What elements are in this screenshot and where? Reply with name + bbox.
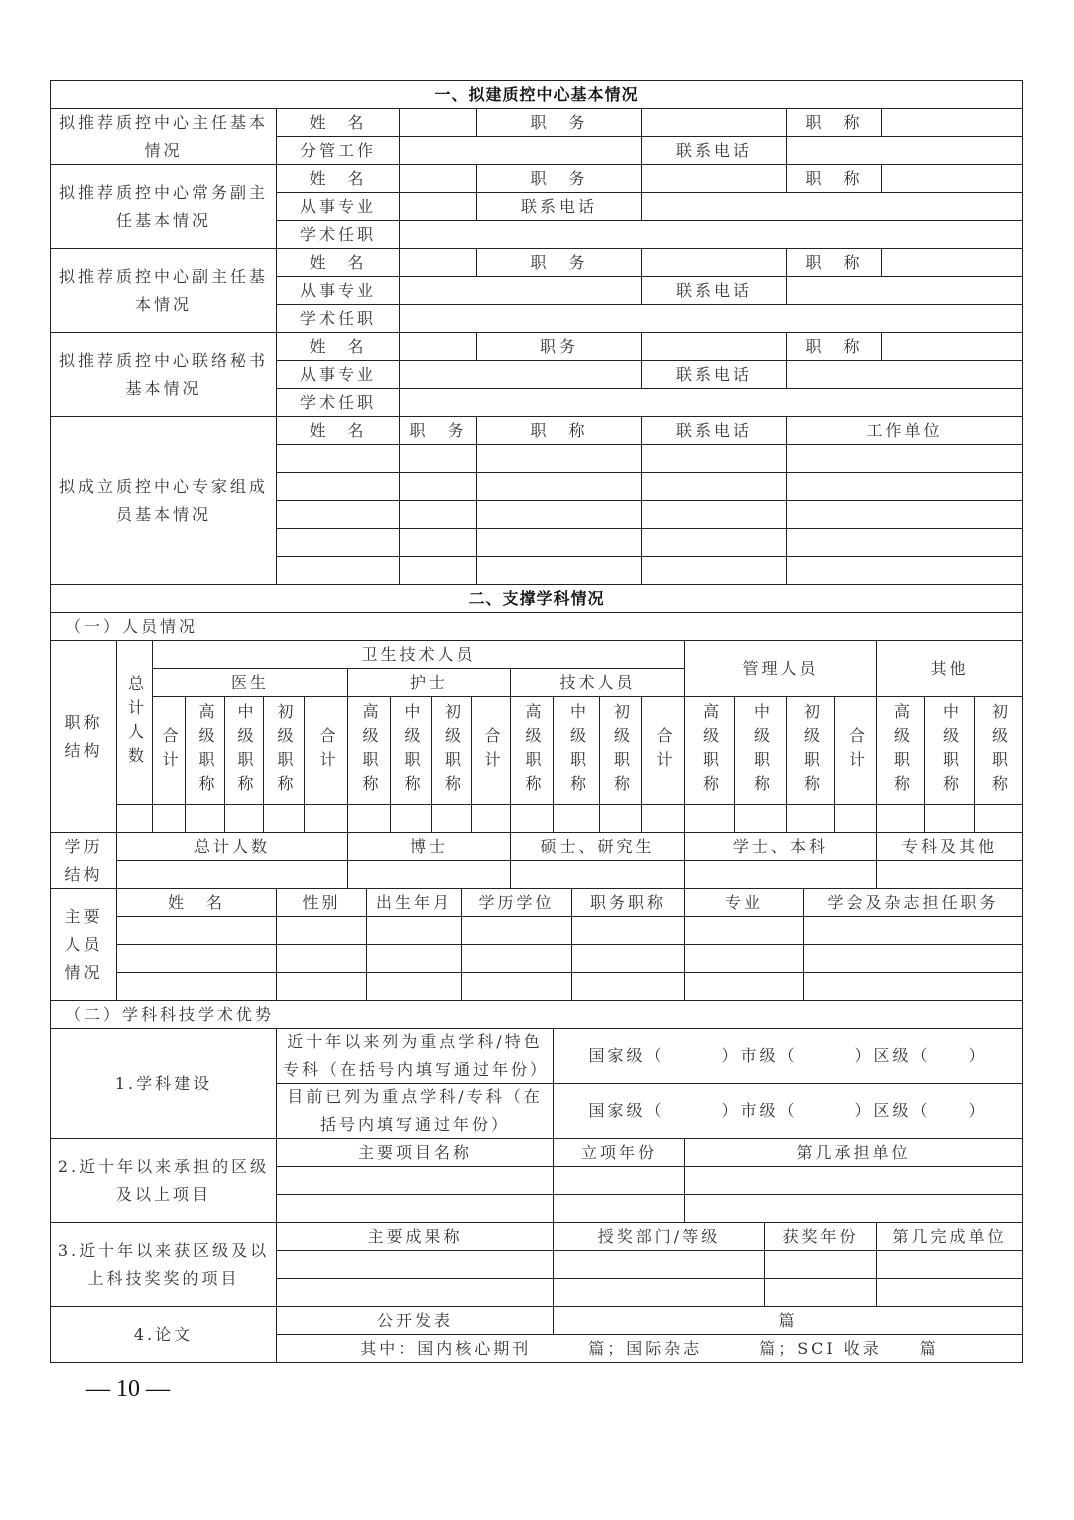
deputy-academic-input[interactable] bbox=[399, 304, 1023, 333]
key-staff-cell[interactable] bbox=[571, 916, 685, 945]
director-name-label: 姓 名 bbox=[276, 108, 400, 137]
key-staff-cell[interactable] bbox=[276, 944, 367, 973]
education-header: 博士 bbox=[347, 832, 511, 861]
experts-cell[interactable] bbox=[399, 528, 477, 557]
rank-header-senior: 高级职称 bbox=[876, 696, 925, 805]
key-staff-header: 专业 bbox=[684, 888, 804, 917]
secretary-phone-label: 联系电话 bbox=[641, 360, 787, 389]
title-structure-label: 职称结构 bbox=[50, 640, 117, 833]
projects-header: 第几承担单位 bbox=[684, 1138, 1023, 1167]
awards-header: 第几完成单位 bbox=[876, 1222, 1023, 1251]
key-staff-cell[interactable] bbox=[366, 916, 462, 945]
experts-header: 工作单位 bbox=[786, 416, 1023, 445]
awards-cell[interactable] bbox=[764, 1278, 877, 1307]
rank-count-input[interactable] bbox=[152, 804, 186, 833]
exec_deputy-phone-label: 联系电话 bbox=[476, 192, 642, 221]
exec_deputy-name-input[interactable] bbox=[399, 164, 477, 193]
secretary-name-label: 姓 名 bbox=[276, 332, 400, 361]
education-label: 学历结构 bbox=[50, 832, 117, 889]
director-duty-input[interactable] bbox=[399, 136, 642, 165]
rank-header-middle: 中级职称 bbox=[390, 696, 432, 805]
key-staff-header: 职务职称 bbox=[571, 888, 685, 917]
key-staff-header: 出生年月 bbox=[366, 888, 462, 917]
exec_deputy-title-input[interactable] bbox=[881, 164, 1023, 193]
experts-cell[interactable] bbox=[476, 528, 642, 557]
education-input[interactable] bbox=[876, 860, 1023, 889]
key-staff-cell[interactable] bbox=[803, 972, 1023, 1001]
doctor-header: 医生 bbox=[152, 668, 348, 697]
section1-title: 一、拟建质控中心基本情况 bbox=[50, 80, 1023, 109]
deputy-title-label: 职 称 bbox=[786, 248, 882, 277]
projects-header: 立项年份 bbox=[553, 1138, 685, 1167]
discipline-row1-label: 近十年以来列为重点学科/特色专科（在括号内填写通过年份） bbox=[276, 1028, 554, 1084]
projects-cell[interactable] bbox=[684, 1166, 1023, 1195]
experts-cell[interactable] bbox=[399, 500, 477, 529]
rank-count-input[interactable] bbox=[263, 804, 305, 833]
education-header: 硕士、研究生 bbox=[510, 832, 685, 861]
director-position-label: 职 务 bbox=[476, 108, 642, 137]
experts-cell[interactable] bbox=[276, 556, 400, 585]
rank-count-input[interactable] bbox=[224, 804, 264, 833]
rank-count-input[interactable] bbox=[347, 804, 391, 833]
rank-count-input[interactable] bbox=[974, 804, 1023, 833]
rank-count-input[interactable] bbox=[734, 804, 787, 833]
papers-published-count[interactable]: 篇 bbox=[553, 1306, 1023, 1335]
rank-header-junior: 初级职称 bbox=[599, 696, 642, 805]
education-input[interactable] bbox=[347, 860, 511, 889]
key-staff-header: 学会及杂志担任职务 bbox=[803, 888, 1023, 917]
exec_deputy-title-label: 职 称 bbox=[786, 164, 882, 193]
exec_deputy-phone-input[interactable] bbox=[641, 192, 1023, 221]
key-staff-cell[interactable] bbox=[116, 944, 277, 973]
awards-cell[interactable] bbox=[553, 1278, 765, 1307]
deputy-phone-input[interactable] bbox=[786, 276, 1023, 305]
rank-header-junior: 初级职称 bbox=[974, 696, 1023, 805]
key-staff-cell[interactable] bbox=[461, 944, 572, 973]
experts-cell[interactable] bbox=[276, 500, 400, 529]
education-input[interactable] bbox=[510, 860, 685, 889]
experts-cell[interactable] bbox=[786, 528, 1023, 557]
deputy-phone-label: 联系电话 bbox=[641, 276, 787, 305]
experts-cell[interactable] bbox=[276, 528, 400, 557]
experts-cell[interactable] bbox=[641, 556, 787, 585]
experts-cell[interactable] bbox=[476, 500, 642, 529]
rank-count-input[interactable] bbox=[684, 804, 735, 833]
experts-cell[interactable] bbox=[641, 528, 787, 557]
rank-header-sum: 合计 bbox=[834, 696, 877, 805]
rank-count-input[interactable] bbox=[924, 804, 975, 833]
experts-cell[interactable] bbox=[786, 556, 1023, 585]
awards-header: 主要成果称 bbox=[276, 1222, 554, 1251]
deputy-major-label: 从事专业 bbox=[276, 276, 400, 305]
section2-title: 二、支撑学科情况 bbox=[50, 584, 1023, 613]
key-staff-cell[interactable] bbox=[116, 972, 277, 1001]
key-staff-cell[interactable] bbox=[571, 944, 685, 973]
deputy-name-label: 姓 名 bbox=[276, 248, 400, 277]
projects-header: 主要项目名称 bbox=[276, 1138, 554, 1167]
rank-header-sum: 合计 bbox=[304, 696, 348, 805]
discipline-row1-levels[interactable]: 国家级（ ）市级（ ）区级（ ） bbox=[553, 1028, 1023, 1084]
education-input[interactable] bbox=[684, 860, 877, 889]
experts-header: 联系电话 bbox=[641, 416, 787, 445]
director-title-input[interactable] bbox=[881, 108, 1023, 137]
rank-header-senior: 高级职称 bbox=[510, 696, 554, 805]
rank-count-input[interactable] bbox=[599, 804, 642, 833]
experts-header: 姓 名 bbox=[276, 416, 400, 445]
rank-header-sum: 合计 bbox=[152, 696, 186, 805]
deputy-title-input[interactable] bbox=[881, 248, 1023, 277]
rank-header-junior: 初级职称 bbox=[263, 696, 305, 805]
rank-count-input[interactable] bbox=[304, 804, 348, 833]
nurse-header: 护士 bbox=[347, 668, 511, 697]
exec_deputy-academic-input[interactable] bbox=[399, 220, 1023, 249]
papers-breakdown[interactable]: 其中：国内核心期刊 篇；国际杂志 篇；SCI 收录 篇 bbox=[276, 1334, 1023, 1363]
rank-header-middle: 中级职称 bbox=[553, 696, 600, 805]
awards-cell[interactable] bbox=[876, 1278, 1023, 1307]
deputy-major-input[interactable] bbox=[399, 276, 642, 305]
rank-header-senior: 高级职称 bbox=[347, 696, 391, 805]
key-staff-cell[interactable] bbox=[684, 944, 804, 973]
rank-count-input[interactable] bbox=[786, 804, 835, 833]
experts-cell[interactable] bbox=[476, 556, 642, 585]
awards-header: 授奖部门/等级 bbox=[553, 1222, 765, 1251]
experts-cell[interactable] bbox=[476, 472, 642, 501]
personnel-title: （一）人员情况 bbox=[50, 612, 1023, 641]
education-input[interactable] bbox=[116, 860, 348, 889]
rank-count-input[interactable] bbox=[553, 804, 600, 833]
key-staff-header: 性别 bbox=[276, 888, 367, 917]
exec_deputy-position-label: 职 务 bbox=[476, 164, 642, 193]
secretary-position-input[interactable] bbox=[641, 332, 787, 361]
director-title-label: 职 称 bbox=[786, 108, 882, 137]
key-staff-cell[interactable] bbox=[366, 944, 462, 973]
rank-count-input[interactable] bbox=[471, 804, 511, 833]
key-staff-cell[interactable] bbox=[276, 972, 367, 1001]
key-staff-cell[interactable] bbox=[116, 916, 277, 945]
director-phone-label: 联系电话 bbox=[641, 136, 787, 165]
advantage-title: （二）学科科技学术优势 bbox=[50, 1000, 1023, 1029]
key-staff-cell[interactable] bbox=[684, 916, 804, 945]
projects-cell[interactable] bbox=[553, 1166, 685, 1195]
secretary-academic-input[interactable] bbox=[399, 388, 1023, 417]
rank-count-input[interactable] bbox=[431, 804, 472, 833]
exec_deputy-position-input[interactable] bbox=[641, 164, 787, 193]
exec_deputy-name-label: 姓 名 bbox=[276, 164, 400, 193]
secretary-name-input[interactable] bbox=[399, 332, 477, 361]
education-header: 学士、本科 bbox=[684, 832, 877, 861]
education-header: 专科及其他 bbox=[876, 832, 1023, 861]
key-staff-cell[interactable] bbox=[461, 972, 572, 1001]
page-number: — 10 — bbox=[86, 1376, 170, 1402]
discipline-label: 1.学科建设 bbox=[50, 1028, 277, 1139]
projects-cell[interactable] bbox=[276, 1166, 554, 1195]
rank-count-input[interactable] bbox=[390, 804, 432, 833]
deputy-label: 拟推荐质控中心副主任基本情况 bbox=[50, 248, 277, 333]
discipline-row2-levels[interactable]: 国家级（ ）市级（ ）区级（ ） bbox=[553, 1083, 1023, 1139]
papers-label: 4.论文 bbox=[50, 1306, 277, 1363]
experts-cell[interactable] bbox=[786, 444, 1023, 473]
total-count-header: 总计人数 bbox=[116, 640, 153, 805]
rank-header-middle: 中级职称 bbox=[734, 696, 787, 805]
key-staff-cell[interactable] bbox=[461, 916, 572, 945]
deputy-academic-label: 学术任职 bbox=[276, 304, 400, 333]
secretary-academic-label: 学术任职 bbox=[276, 388, 400, 417]
projects-cell[interactable] bbox=[276, 1194, 554, 1223]
secretary-position-label: 职务 bbox=[476, 332, 642, 361]
experts-cell[interactable] bbox=[641, 444, 787, 473]
experts-header: 职 务 bbox=[399, 416, 477, 445]
key-staff-header: 姓 名 bbox=[116, 888, 277, 917]
rank-count-input[interactable] bbox=[834, 804, 877, 833]
awards-cell[interactable] bbox=[276, 1250, 554, 1279]
papers-published-label: 公开发表 bbox=[276, 1306, 554, 1335]
deputy-position-label: 职 务 bbox=[476, 248, 642, 277]
rank-header-middle: 中级职称 bbox=[924, 696, 975, 805]
projects-cell[interactable] bbox=[553, 1194, 685, 1223]
director-phone-input[interactable] bbox=[786, 136, 1023, 165]
key-staff-cell[interactable] bbox=[803, 944, 1023, 973]
experts-cell[interactable] bbox=[276, 472, 400, 501]
key-staff-cell[interactable] bbox=[366, 972, 462, 1001]
rank-header-middle: 中级职称 bbox=[224, 696, 264, 805]
rank-header-junior: 初级职称 bbox=[431, 696, 472, 805]
director-duty-label: 分管工作 bbox=[276, 136, 400, 165]
awards-header: 获奖年份 bbox=[764, 1222, 877, 1251]
rank-header-sum: 合计 bbox=[471, 696, 511, 805]
exec_deputy-major-input[interactable] bbox=[399, 192, 477, 221]
rank-count-input[interactable] bbox=[510, 804, 554, 833]
projects-cell[interactable] bbox=[684, 1194, 1023, 1223]
rank-count-input[interactable] bbox=[185, 804, 225, 833]
exec_deputy-major-label: 从事专业 bbox=[276, 192, 400, 221]
awards-cell[interactable] bbox=[764, 1250, 877, 1279]
total-count-input[interactable] bbox=[116, 804, 153, 833]
experts-cell[interactable] bbox=[786, 500, 1023, 529]
key-staff-cell[interactable] bbox=[571, 972, 685, 1001]
education-header: 总计人数 bbox=[116, 832, 348, 861]
other-header: 其他 bbox=[876, 640, 1023, 697]
management-header: 管理人员 bbox=[684, 640, 877, 697]
experts-cell[interactable] bbox=[276, 444, 400, 473]
rank-count-input[interactable] bbox=[641, 804, 685, 833]
secretary-major-label: 从事专业 bbox=[276, 360, 400, 389]
experts-cell[interactable] bbox=[399, 556, 477, 585]
rank-count-input[interactable] bbox=[876, 804, 925, 833]
awards-cell[interactable] bbox=[553, 1250, 765, 1279]
deputy-name-input[interactable] bbox=[399, 248, 477, 277]
projects-label: 2.近十年以来承担的区级及以上项目 bbox=[50, 1138, 277, 1223]
secretary-phone-input[interactable] bbox=[786, 360, 1023, 389]
experts-cell[interactable] bbox=[399, 444, 477, 473]
awards-cell[interactable] bbox=[876, 1250, 1023, 1279]
key-staff-cell[interactable] bbox=[684, 972, 804, 1001]
secretary-major-input[interactable] bbox=[399, 360, 642, 389]
experts-cell[interactable] bbox=[476, 444, 642, 473]
experts-cell[interactable] bbox=[641, 472, 787, 501]
secretary-title-label: 职 称 bbox=[786, 332, 882, 361]
exec_deputy-academic-label: 学术任职 bbox=[276, 220, 400, 249]
key-staff-cell[interactable] bbox=[803, 916, 1023, 945]
awards-label: 3.近十年以来获区级及以上科技奖奖的项目 bbox=[50, 1222, 277, 1307]
experts-header: 职 称 bbox=[476, 416, 642, 445]
rank-header-senior: 高级职称 bbox=[185, 696, 225, 805]
secretary-label: 拟推荐质控中心联络秘书基本情况 bbox=[50, 332, 277, 417]
experts-cell[interactable] bbox=[786, 472, 1023, 501]
rank-header-junior: 初级职称 bbox=[786, 696, 835, 805]
key-staff-cell[interactable] bbox=[276, 916, 367, 945]
experts-cell[interactable] bbox=[399, 472, 477, 501]
health-tech-header: 卫生技术人员 bbox=[152, 640, 685, 669]
director-position-input[interactable] bbox=[641, 108, 787, 137]
director-label: 拟推荐质控中心主任基本情况 bbox=[50, 108, 277, 165]
secretary-title-input[interactable] bbox=[881, 332, 1023, 361]
key-staff-label: 主要人员情况 bbox=[50, 888, 117, 1001]
technician-header: 技术人员 bbox=[510, 668, 685, 697]
key-staff-header: 学历学位 bbox=[461, 888, 572, 917]
awards-cell[interactable] bbox=[276, 1278, 554, 1307]
rank-header-sum: 合计 bbox=[641, 696, 685, 805]
exec_deputy-label: 拟推荐质控中心常务副主任基本情况 bbox=[50, 164, 277, 249]
director-name-input[interactable] bbox=[399, 108, 477, 137]
discipline-row2-label: 目前已列为重点学科/专科（在括号内填写通过年份） bbox=[276, 1083, 554, 1139]
experts-label: 拟成立质控中心专家组成员基本情况 bbox=[50, 416, 277, 585]
experts-cell[interactable] bbox=[641, 500, 787, 529]
deputy-position-input[interactable] bbox=[641, 248, 787, 277]
rank-header-senior: 高级职称 bbox=[684, 696, 735, 805]
